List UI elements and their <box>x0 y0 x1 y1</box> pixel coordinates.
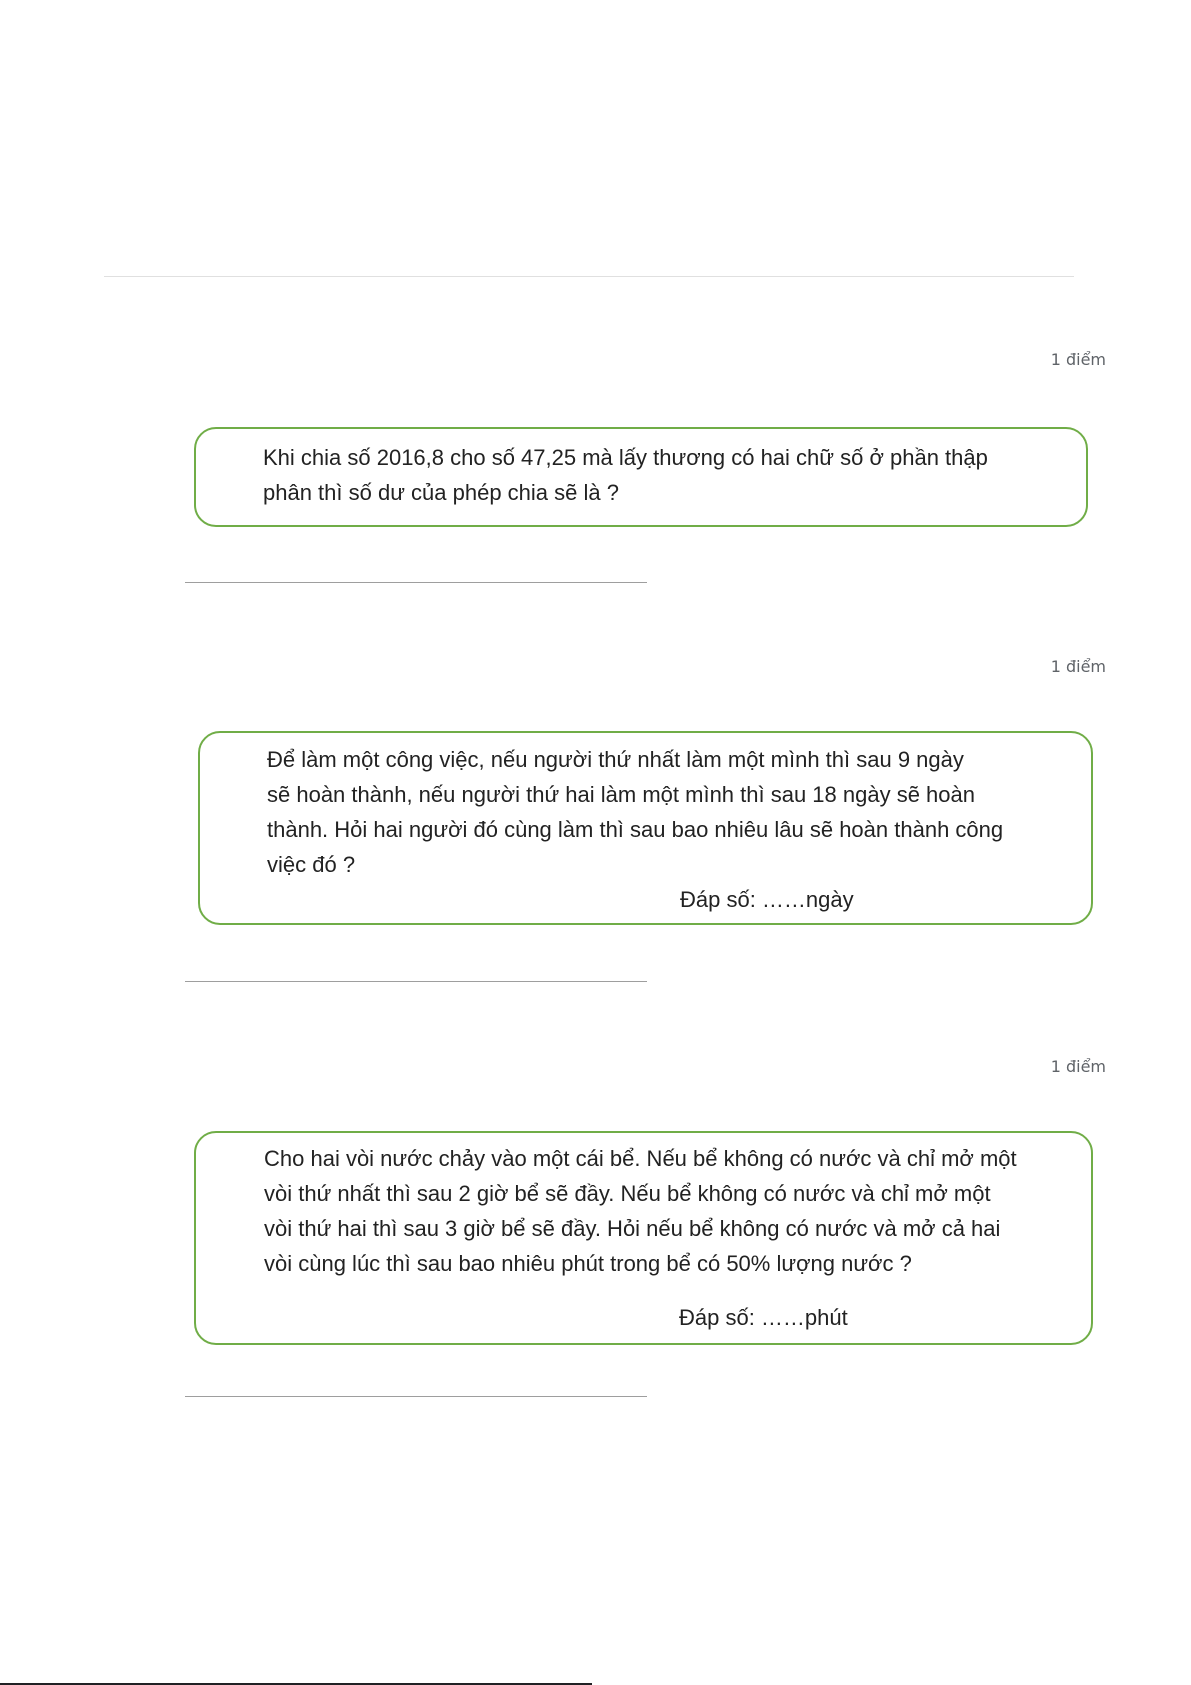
question-1-line-2: phân thì số dư của phép chia sẽ là ? <box>263 480 619 505</box>
question-3-answer-input[interactable] <box>185 1396 647 1397</box>
question-3-line-3: vòi thứ hai thì sau 3 giờ bể sẽ đầy. Hỏi nếu bể không có nước và mở cả hai <box>264 1216 1001 1241</box>
question-2-line-1: Để làm một công việc, nếu người thứ nhất làm một mình thì sau 9 ngày <box>267 747 964 772</box>
question-1-text <box>263 440 988 510</box>
question-3-text <box>264 1141 1017 1281</box>
question-1-points: 1 điểm <box>1050 350 1106 369</box>
question-1-answer-input[interactable] <box>185 582 647 583</box>
question-3-line-2: vòi thứ nhất thì sau 2 giờ bể sẽ đầy. Nếu bể không có nước và chỉ mở một <box>264 1181 991 1206</box>
question-2-line-3: thành. Hỏi hai người đó cùng làm thì sau bao nhiêu lâu sẽ hoàn thành công <box>267 817 1004 842</box>
question-2-text <box>267 742 1003 882</box>
question-3-line-1: Cho hai vòi nước chảy vào một cái bể. Nếu bể không có nước và chỉ mở một <box>264 1146 1017 1171</box>
question-3-points: 1 điểm <box>1050 1057 1106 1076</box>
question-3-answer-hint: Đáp số: ……phút <box>679 1305 848 1330</box>
question-3-line-4: vòi cùng lúc thì sau bao nhiêu phút trong bể có 50% lượng nước ? <box>264 1251 912 1276</box>
question-1-line-1: Khi chia số 2016,8 cho số 47,25 mà lấy thương có hai chữ số ở phần thập <box>263 445 988 470</box>
question-2-line-4: việc đó ? <box>267 852 356 877</box>
question-2-points: 1 điểm <box>1050 657 1106 676</box>
section-divider <box>104 276 1074 277</box>
question-2-answer-hint: Đáp số: ……ngày <box>680 887 854 912</box>
question-2-answer-input[interactable] <box>185 981 647 982</box>
question-2-line-2: sẽ hoàn thành, nếu người thứ hai làm một mình thì sau 18 ngày sẽ hoàn <box>267 782 975 807</box>
